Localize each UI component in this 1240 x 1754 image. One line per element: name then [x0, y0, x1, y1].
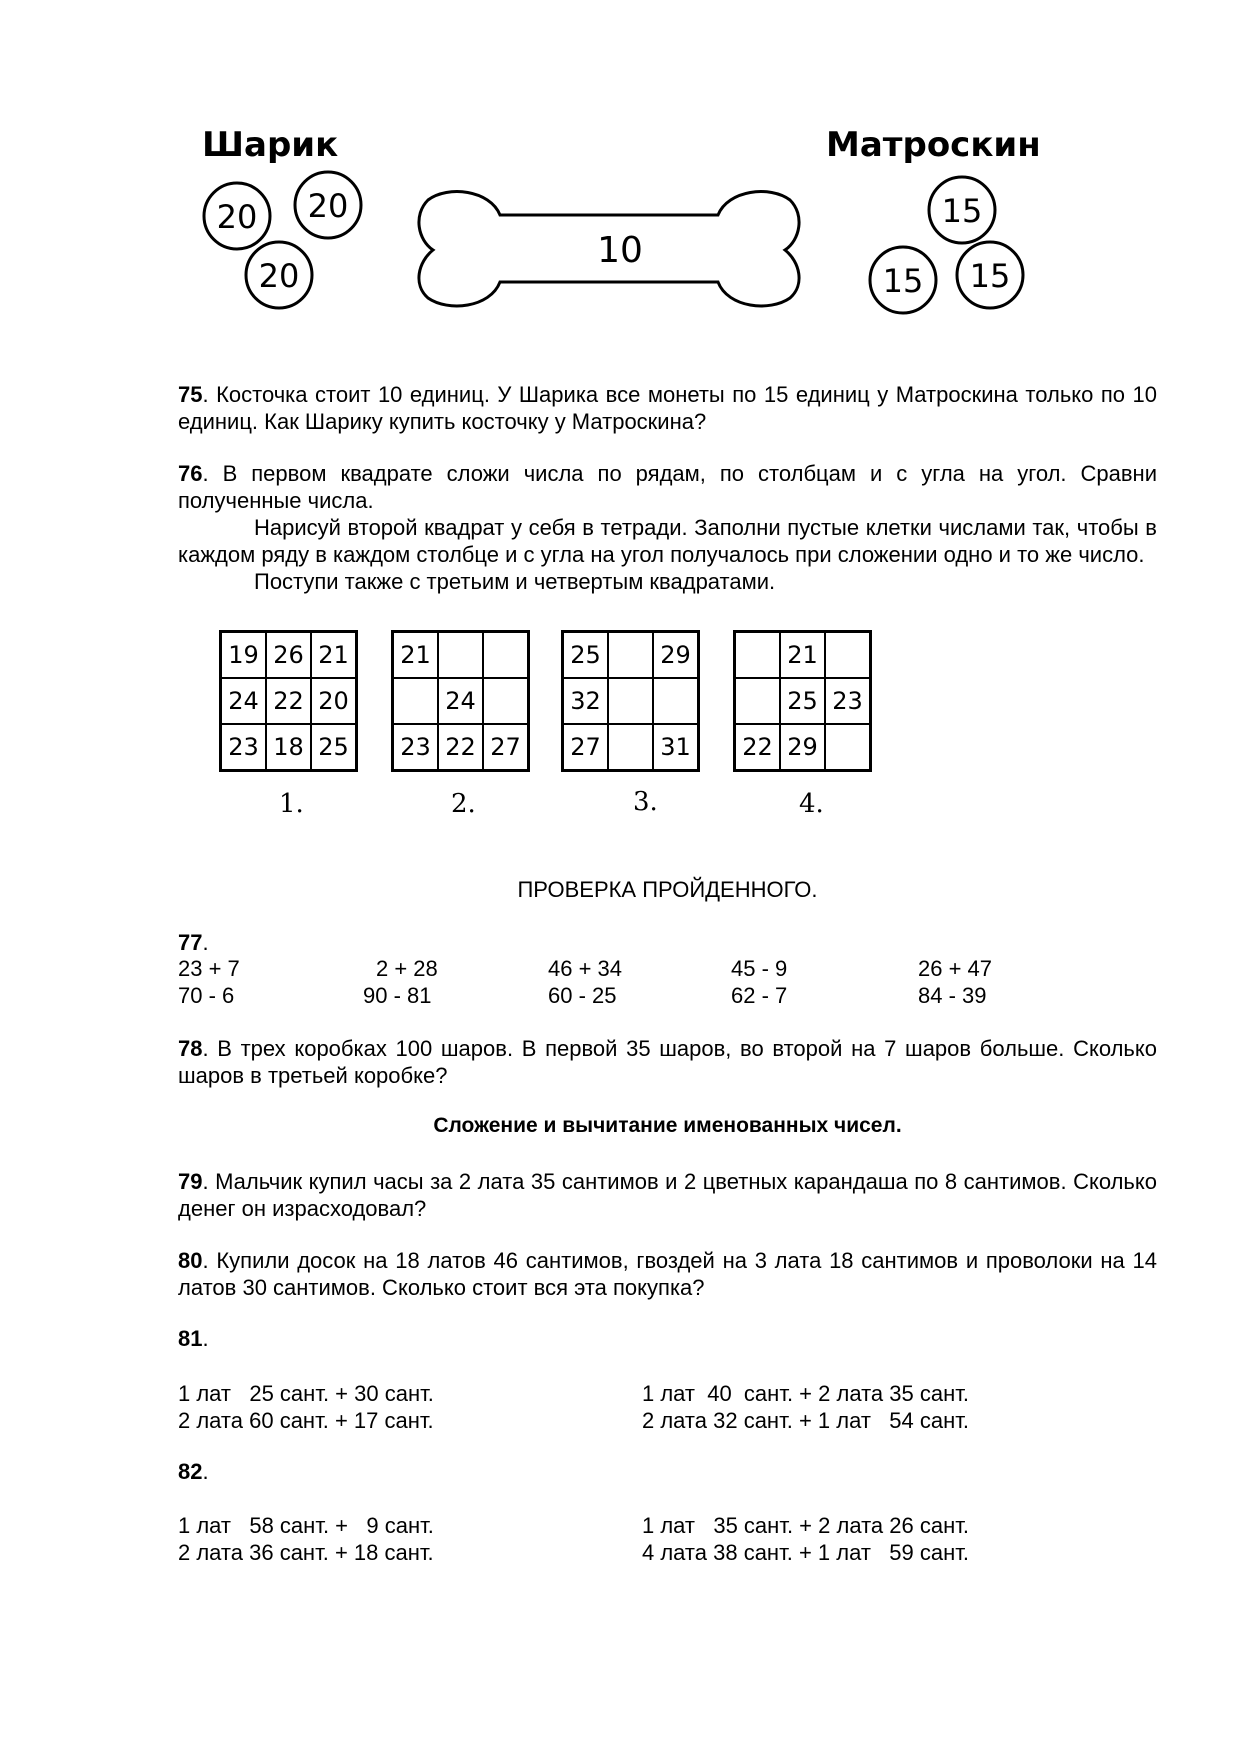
magic-square-2: [391, 630, 530, 772]
square-cell: [825, 632, 870, 678]
magic-square-1: [219, 630, 358, 772]
square-cell: [438, 632, 483, 678]
problem-text: . В первом квадрате сложи числа по рядам, по столбцам и с угла на угол. Сравни полученные числа.: [178, 461, 1157, 513]
problem-number: 82: [178, 1459, 203, 1484]
square-cell: 27: [563, 724, 608, 770]
expression: 1 лат 40 сант. + 2 лата 35 сант.: [642, 1381, 969, 1406]
square-cell: [653, 678, 698, 724]
square-cell: [608, 632, 653, 678]
square-cell: 31: [653, 724, 698, 770]
problem-dot: .: [202, 930, 209, 955]
square-cell: [735, 632, 780, 678]
expression: 70 - 6: [178, 983, 235, 1008]
square-cell: 21: [393, 632, 438, 678]
problem-text: Поступи также с третьим и четвертым квадратами.: [254, 569, 776, 594]
square-cell: 22: [438, 724, 483, 770]
square-cell: 25: [563, 632, 608, 678]
expression: 60 - 25: [548, 983, 617, 1008]
square-cell: 23: [221, 724, 266, 770]
expression: 2 лата 32 сант. + 1 лат 54 сант.: [642, 1408, 969, 1433]
expression: 45 - 9: [731, 956, 788, 981]
problem-number: 77: [178, 930, 203, 955]
problem-82-heading: [178, 1459, 209, 1485]
square-cell: 32: [563, 678, 608, 724]
bone-icon: [419, 192, 799, 306]
square-cell: 24: [438, 678, 483, 724]
svg-text:10: 10: [597, 230, 643, 271]
expression: 1 лат 58 сант. + 9 сант.: [178, 1513, 434, 1538]
problem-text: . В трех коробках 100 шаров. В первой 35 шаров, во второй на 7 шаров больше. Сколько шаров в третьей коробке?: [178, 1036, 1157, 1088]
square-cell: [483, 678, 528, 724]
square-cell: [483, 632, 528, 678]
problem-number: 75: [178, 382, 203, 407]
svg-text:20: 20: [307, 187, 349, 225]
square-cell: 19: [221, 632, 266, 678]
magic-square-3: [561, 630, 700, 772]
square-cell: [393, 678, 438, 724]
expression: 23 + 7: [178, 956, 240, 981]
square-cell: 27: [483, 724, 528, 770]
square-cell: 23: [393, 724, 438, 770]
problem-number: 78: [178, 1036, 203, 1061]
square-cell: 24: [221, 678, 266, 724]
sharik-name: Шарик: [202, 125, 339, 165]
square-cell: 18: [266, 724, 311, 770]
sharik-coin: [204, 183, 270, 249]
coins-and-bone-illustration: [0, 0, 1240, 340]
square-cell: 21: [311, 632, 356, 678]
expression: 2 + 28: [376, 956, 438, 981]
square-cell: 20: [311, 678, 356, 724]
section-title-named-numbers: Сложение и вычитание именованных чисел.: [433, 1114, 902, 1137]
square-cell: 26: [266, 632, 311, 678]
problem-75: [178, 381, 1157, 435]
matroskin-name: Матроскин: [826, 125, 1041, 165]
sharik-coin: [246, 242, 312, 308]
expression: 1 лат 25 сант. + 30 сант.: [178, 1381, 434, 1406]
matroskin-coin: [870, 247, 936, 313]
problem-text: . Мальчик купил часы за 2 лата 35 сантимов и 2 цветных карандаша по 8 сантимов. Сколько денег он израсходовал?: [178, 1169, 1157, 1221]
problem-81-heading: [178, 1326, 209, 1352]
square-cell: 29: [780, 724, 825, 770]
matroskin-coin: [929, 177, 995, 243]
problem-number: 79: [178, 1169, 203, 1194]
problem-number: 80: [178, 1248, 203, 1273]
square-cell: [608, 724, 653, 770]
problem-number: 81: [178, 1326, 203, 1351]
problem-dot: .: [202, 1326, 209, 1351]
square-label: 1.: [279, 789, 304, 819]
problem-77-heading: [178, 930, 209, 956]
section-title-check: ПРОВЕРКА ПРОЙДЕННОГО.: [517, 877, 818, 902]
square-cell: 23: [825, 678, 870, 724]
expression: 46 + 34: [548, 956, 623, 981]
expression: 62 - 7: [731, 983, 788, 1008]
expression: 84 - 39: [918, 983, 987, 1008]
svg-text:15: 15: [882, 262, 924, 300]
svg-text:20: 20: [216, 198, 258, 236]
problem-number: 76: [178, 461, 203, 486]
square-cell: 25: [311, 724, 356, 770]
problem-text: . Косточка стоит 10 единиц. У Шарика все монеты по 15 единиц у Матроскина только по 10 единиц. Как Шарику купить косточку у Матроскина?: [178, 382, 1157, 434]
problem-dot: .: [202, 1459, 209, 1484]
square-label: 4.: [799, 789, 824, 819]
matroskin-coin: [957, 242, 1023, 308]
magic-square-4: [733, 630, 872, 772]
square-label: 3.: [633, 787, 658, 817]
square-label: 2.: [451, 789, 476, 819]
expression: 90 - 81: [363, 983, 432, 1008]
square-cell: [735, 678, 780, 724]
svg-text:15: 15: [969, 257, 1011, 295]
expression: 2 лата 36 сант. + 18 сант.: [178, 1540, 434, 1565]
square-cell: 25: [780, 678, 825, 724]
problem-76: [178, 460, 1157, 595]
square-cell: [825, 724, 870, 770]
expression: 4 лата 38 сант. + 1 лат 59 сант.: [642, 1540, 969, 1565]
problem-text: Нарисуй второй квадрат у себя в тетради. Заполни пустые клетки числами так, чтобы в каждом ряду в каждом столбце и с угла на угол получалось при сложении одно и то же число.: [178, 515, 1157, 567]
expression: 2 лата 60 сант. + 17 сант.: [178, 1408, 434, 1433]
square-cell: 21: [780, 632, 825, 678]
svg-text:20: 20: [258, 257, 300, 295]
square-cell: 29: [653, 632, 698, 678]
square-cell: [608, 678, 653, 724]
expression: 1 лат 35 сант. + 2 лата 26 сант.: [642, 1513, 969, 1538]
square-cell: 22: [266, 678, 311, 724]
svg-text:15: 15: [941, 192, 983, 230]
problem-78: [178, 1035, 1157, 1089]
square-cell: 22: [735, 724, 780, 770]
problem-79: [178, 1168, 1157, 1222]
problem-80: [178, 1247, 1157, 1301]
sharik-coin: [295, 172, 361, 238]
expression: 26 + 47: [918, 956, 993, 981]
problem-text: . Купили досок на 18 латов 46 сантимов, гвоздей на 3 лата 18 сантимов и проволоки на 14 латов 30 сантимов. Сколько стоит вся эта покупка?: [178, 1248, 1157, 1300]
